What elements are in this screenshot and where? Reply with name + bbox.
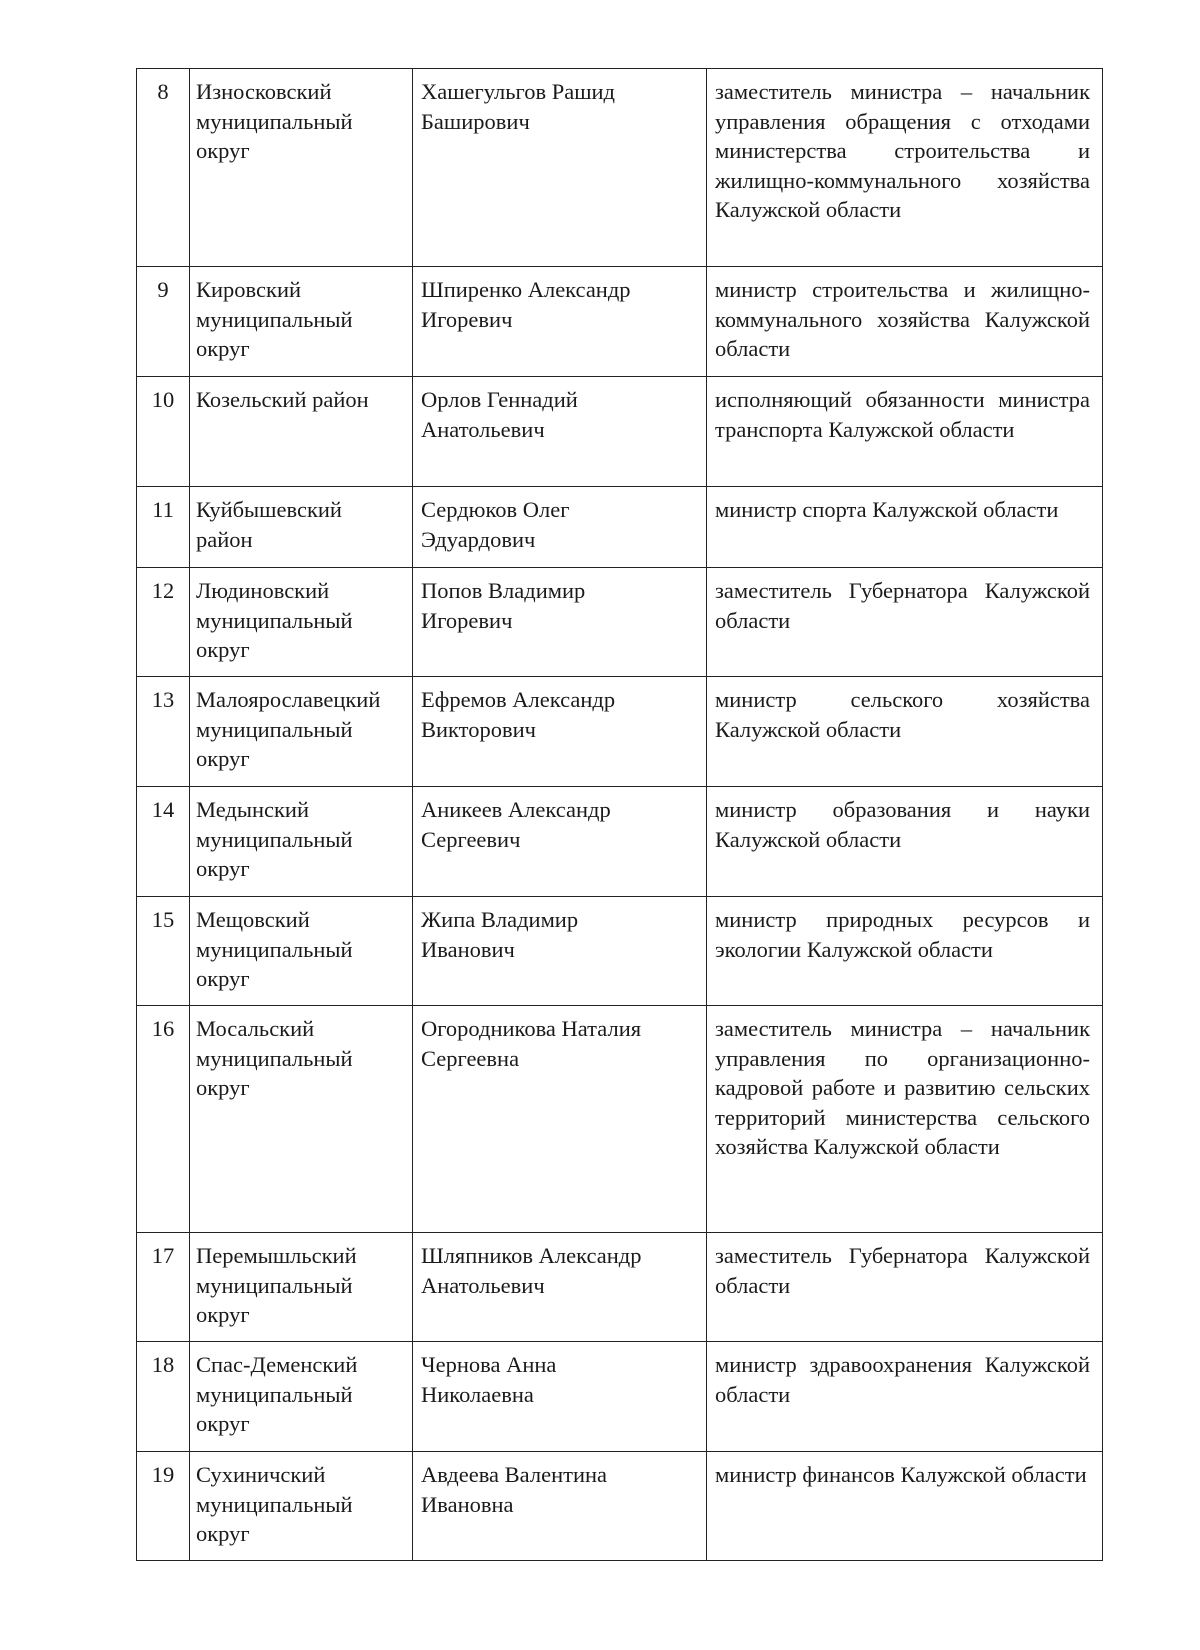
person-position: министр природных ресурсов и экологии Калужской области [707, 897, 1103, 1006]
row-number: 9 [137, 267, 190, 377]
row-number: 15 [137, 897, 190, 1006]
assignment-table-body [137, 69, 1103, 1561]
district-name: Износковский муниципальный округ [190, 69, 413, 267]
person-position: министр спорта Калужской области [707, 487, 1103, 568]
table-row [137, 677, 1103, 787]
row-number: 13 [137, 677, 190, 787]
table-row [137, 1006, 1103, 1233]
person-name: Хашегульгов Рашид Баширович [413, 69, 707, 267]
assignment-table [136, 68, 1103, 1561]
row-number: 10 [137, 377, 190, 487]
row-number: 12 [137, 568, 190, 677]
person-name: Шляпников Александр Анатольевич [413, 1233, 707, 1342]
table-row [137, 69, 1103, 267]
row-number: 19 [137, 1452, 190, 1561]
person-name: Авдеева Валентина Ивановна [413, 1452, 707, 1561]
table-row [137, 568, 1103, 677]
person-name: Аникеев Александр Сергеевич [413, 787, 707, 897]
district-name: Кировский муниципальный округ [190, 267, 413, 377]
person-name: Ефремов Александр Викторович [413, 677, 707, 787]
person-position: заместитель министра – начальник управления по организационно-кадровой работе и развитию сельских территорий министерства сельского хозяйства Калужской области [707, 1006, 1103, 1233]
person-name: Шпиренко Александр Игоревич [413, 267, 707, 377]
district-name: Мещовский муниципальный округ [190, 897, 413, 1006]
person-position: заместитель министра – начальник управления обращения с отходами министерства строительства и жилищно-коммунального хозяйства Калужской области [707, 69, 1103, 267]
district-name: Мосальский муниципальный округ [190, 1006, 413, 1233]
table-row [137, 487, 1103, 568]
row-number: 8 [137, 69, 190, 267]
table-row [137, 1452, 1103, 1561]
table-row [137, 1233, 1103, 1342]
row-number: 18 [137, 1342, 190, 1452]
district-name: Людиновский муниципальный округ [190, 568, 413, 677]
person-name: Орлов Геннадий Анатольевич [413, 377, 707, 487]
person-name: Жипа Владимир Иванович [413, 897, 707, 1006]
person-name: Чернова Анна Николаевна [413, 1342, 707, 1452]
row-number: 17 [137, 1233, 190, 1342]
person-name: Огородникова Наталия Сергеевна [413, 1006, 707, 1233]
person-position: министр финансов Калужской области [707, 1452, 1103, 1561]
district-name: Спас-Деменский муниципальный округ [190, 1342, 413, 1452]
person-position: заместитель Губернатора Калужской области [707, 1233, 1103, 1342]
table-row [137, 787, 1103, 897]
person-position: исполняющий обязанности министра транспорта Калужской области [707, 377, 1103, 487]
person-name: Попов Владимир Игоревич [413, 568, 707, 677]
table-row [137, 1342, 1103, 1452]
table-row [137, 267, 1103, 377]
district-name: Перемышльский муниципальный округ [190, 1233, 413, 1342]
district-name: Сухиничский муниципальный округ [190, 1452, 413, 1561]
table-row [137, 377, 1103, 487]
person-name: Сердюков Олег Эдуардович [413, 487, 707, 568]
person-position: заместитель Губернатора Калужской области [707, 568, 1103, 677]
district-name: Козельский район [190, 377, 413, 487]
person-position: министр строительства и жилищно-коммунального хозяйства Калужской области [707, 267, 1103, 377]
table-row [137, 897, 1103, 1006]
person-position: министр сельского хозяйства Калужской области [707, 677, 1103, 787]
row-number: 11 [137, 487, 190, 568]
district-name: Малоярославецкий муниципальный округ [190, 677, 413, 787]
district-name: Куйбышевский район [190, 487, 413, 568]
person-position: министр образования и науки Калужской области [707, 787, 1103, 897]
district-name: Медынский муниципальный округ [190, 787, 413, 897]
person-position: министр здравоохранения Калужской области [707, 1342, 1103, 1452]
row-number: 16 [137, 1006, 190, 1233]
row-number: 14 [137, 787, 190, 897]
